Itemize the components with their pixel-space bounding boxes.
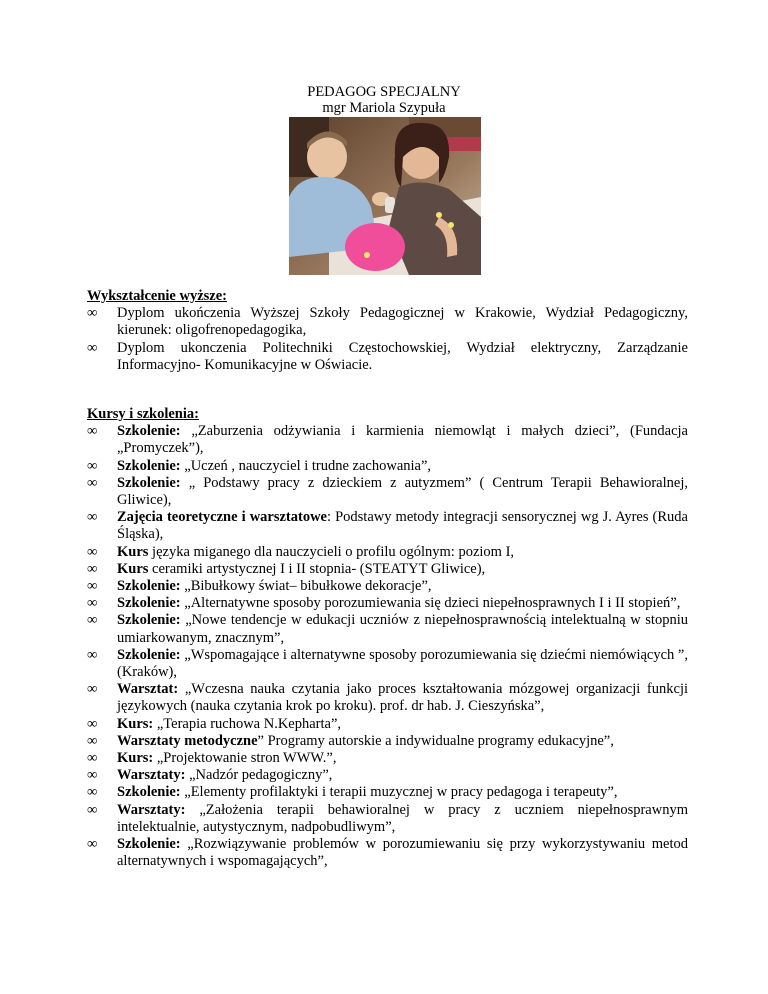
item-text: „Wspomagające i alternatywne sposoby porozumiewania się dziećmi niemówiących ”, (Kraków), [117,646,688,681]
infinity-bullet-icon: ∞ [87,732,98,749]
item-text: „Projektowanie stron WWW.”, [153,750,337,767]
education-section [87,288,688,374]
item-text: języka miganego dla nauczycieli o profilu ogólnym: poziom I, [148,543,515,560]
infinity-bullet-icon: ∞ [87,767,98,784]
item-text: „Nadzór pedagogiczny”, [185,767,333,784]
item-label: Szkolenie: [117,612,181,629]
list-item [87,784,688,801]
infinity-bullet-icon: ∞ [87,560,98,577]
infinity-bullet-icon: ∞ [87,509,98,526]
list-item [87,612,688,646]
item-label: Kurs: [117,750,154,767]
item-text: „Założenia terapii behawioralnej w pracy z uczniem niepełnosprawnym intelektualnie, autystycznym, nadpobudliwym”, [117,801,688,835]
list-item [87,458,688,475]
courses-heading: Kursy i szkolenia: [87,406,199,422]
list-item [87,475,688,509]
infinity-bullet-icon: ∞ [87,595,98,612]
item-text: „Rozwiązywanie problemów w porozumiewaniu się przy wykorzystywaniu metod alternatywnych i wspomagających”, [117,836,688,870]
item-label: Szkolenie: [117,423,181,440]
item-label: Kurs: [117,715,154,732]
document-title: PEDAGOG SPECJALNY [307,84,461,100]
item-label: Zajęcia teoretyczne i warsztatowe [117,509,327,526]
infinity-bullet-icon: ∞ [87,681,98,698]
item-text: Dyplom ukonczenia Politechniki Częstochowskiej, Wydział elektryczny, Zarządzanie Informacyjno- Komunikacyjne w Oświacie. [117,339,688,373]
item-text: ceramiki artystycznej I i II stopnia- (STEATYT Gliwice), [148,560,486,577]
item-text: „Alternatywne sposoby porozumiewania się dzieci niepełnosprawnych I i II stopień”, [180,595,681,612]
list-item [87,305,688,339]
list-item [87,767,688,784]
infinity-bullet-icon: ∞ [87,612,98,629]
infinity-bullet-icon: ∞ [87,715,98,732]
item-label: Szkolenie: [117,595,181,612]
education-heading: Wykształcenie wyższe: [87,288,227,304]
courses-section [87,406,688,870]
item-text: ” Programy autorskie a indywidualne programy edukacyjne”, [257,732,614,749]
document-header [0,84,768,116]
item-text: „Terapia ruchowa N.Kepharta”, [153,715,342,732]
item-text: „Uczeń , nauczyciel i trudne zachowania”, [180,457,432,474]
infinity-bullet-icon: ∞ [87,836,98,853]
item-text: „Nowe tendencje w edukacji uczniów z niepełnosprawnością intelektualną w stopniu umiarkowanym, znacznym”, [117,612,688,646]
item-label: Warsztaty metodyczne [117,732,258,749]
item-label: Szkolenie: [117,836,181,853]
list-item [87,509,688,543]
item-label: Szkolenie: [117,474,181,491]
list-item [87,647,688,681]
item-label: Kurs [117,543,149,560]
list-item [87,750,688,767]
item-text: : Podstawy metody integracji sensorycznej wg J. Ayres (Ruda Śląska), [117,509,688,543]
courses-list [87,423,688,870]
infinity-bullet-icon: ∞ [87,784,98,801]
list-item [87,733,688,750]
item-text: „ Podstawy pracy z dzieckiem z autyzmem” ( Centrum Terapii Behawioralnej, Gliwice), [117,474,688,509]
infinity-bullet-icon: ∞ [87,646,98,663]
list-item [87,716,688,733]
list-item [87,561,688,578]
item-label: Warsztaty: [117,767,186,784]
infinity-bullet-icon: ∞ [87,457,98,474]
infinity-bullet-icon: ∞ [87,750,98,767]
list-item [87,681,688,715]
item-label: Warsztat: [117,681,179,698]
item-text: „Zaburzenia odżywiania i karmienia niemowląt i małych dzieci”, (Fundacja „Promyczek”), [117,423,688,457]
item-label: Warsztaty: [117,801,186,818]
infinity-bullet-icon: ∞ [87,423,98,440]
education-list [87,305,688,374]
item-label: Szkolenie: [117,784,181,801]
list-item [87,836,688,870]
list-item [87,595,688,612]
list-item [87,578,688,595]
infinity-bullet-icon: ∞ [87,474,98,491]
list-item [87,544,688,561]
infinity-bullet-icon: ∞ [87,305,98,322]
photo-teacher-with-child [289,117,481,275]
item-label: Szkolenie: [117,578,181,595]
item-text: „Wczesna nauka czytania jako proces kształtowania mózgowej organizacji funkcji językowych (nauka czytania krok po kroku). prof. dr hab. J. Cieszyńska”, [117,681,688,715]
list-item [87,340,688,374]
infinity-bullet-icon: ∞ [87,339,98,356]
list-item [87,802,688,836]
list-item [87,423,688,457]
item-text: „Elementy profilaktyki i terapii muzycznej w pracy pedagoga i terapeuty”, [180,784,618,801]
item-text: „Bibułkowy świat– bibułkowe dekoracje”, [180,578,432,595]
infinity-bullet-icon: ∞ [87,578,98,595]
author-name: mgr Mariola Szypuła [322,100,446,116]
item-label: Szkolenie: [117,646,181,663]
infinity-bullet-icon: ∞ [87,801,98,818]
item-label: Szkolenie: [117,457,181,474]
item-text: Dyplom ukończenia Wyższej Szkoły Pedagogicznej w Krakowie, Wydział Pedagogiczny, kierunek: oligofrenopedagogika, [117,305,688,339]
infinity-bullet-icon: ∞ [87,543,98,560]
item-label: Kurs [117,560,149,577]
